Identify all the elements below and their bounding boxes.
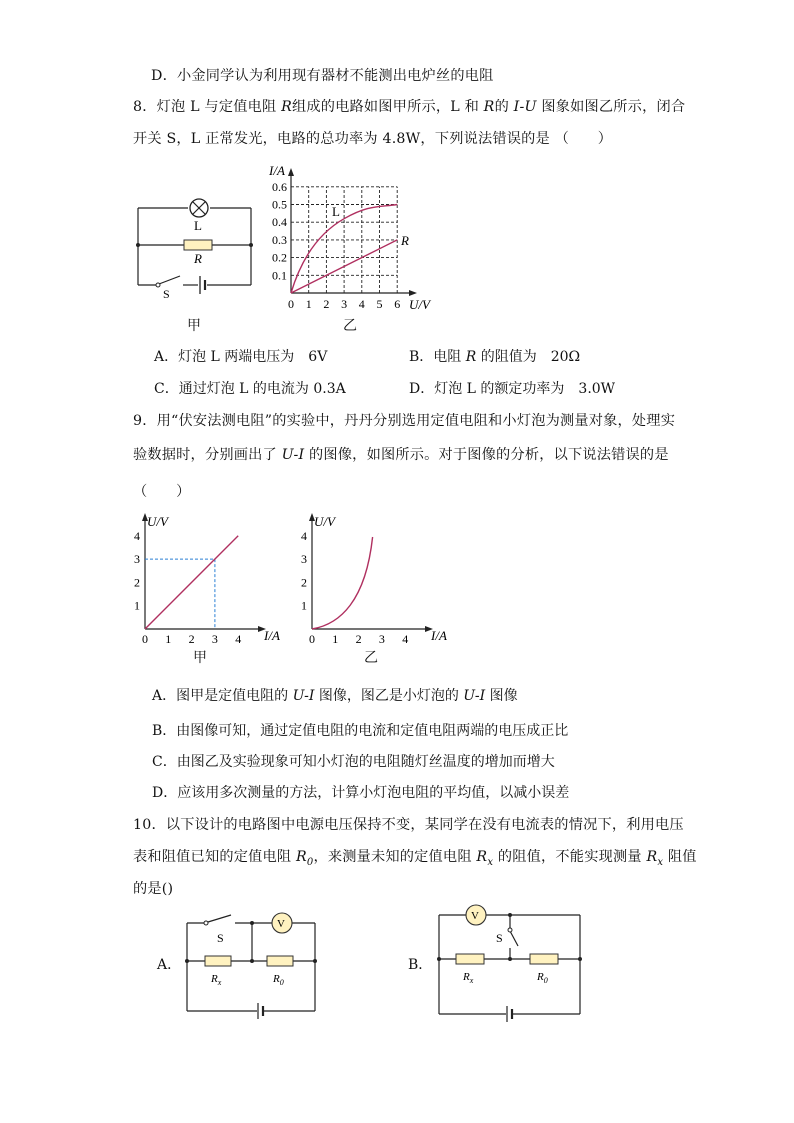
q10-stem-text: 表和阻值已知的定值电阻 [133,849,296,865]
q8-stem-r: R [483,99,495,115]
x-tick-label: 0 [142,632,148,646]
x-tick-label: 5 [376,297,383,311]
q8-stem-text: 的 [494,99,514,115]
q10-stem-text: 阻值 [663,849,697,865]
q10-option-a-label[interactable]: A． [157,957,182,973]
option-ui: U-I [292,688,315,704]
q8-option-c[interactable]: C．通过灯泡 L 的电流为 0.3A [154,381,346,397]
junction-dot [508,913,512,917]
q9-stem-line3: （ ） [133,484,191,500]
q8-circuit-diagram [130,190,260,300]
option-text: 的阻值为 20Ω [476,349,581,365]
q10-circuit-a[interactable] [180,905,325,1020]
junction-dot [508,957,512,961]
q9-stem-text: 验数据时，分别画出了 [133,447,282,463]
q8-stem-text: 8．灯泡 L 与定值电阻 [133,99,282,115]
y-tick-label: 0.3 [272,232,287,247]
junction-dot [313,959,317,963]
q10-option-b-label[interactable]: B． [408,957,433,973]
battery-icon [507,1006,512,1022]
rx-label-r: R [463,971,470,983]
switch-label: S [217,931,224,945]
battery-icon [200,276,205,294]
x-tick-label: 4 [235,632,242,646]
y-tick-label: 0.1 [272,268,287,283]
switch-icon [204,921,208,925]
q9-graph-a-caption: 甲 [193,650,207,666]
q8-stem-r: R [281,99,292,115]
y-tick-label: 0.6 [272,179,287,194]
q8-stem-text: 组成的电路如图甲所示，L 和 [291,99,484,115]
x-tick-label: 0 [309,632,315,646]
q10-stem-rx-sub: x [487,856,494,868]
y-tick-label: 4 [134,528,140,543]
x-tick-label: 2 [323,297,330,311]
rx-label-sub: x [217,978,222,987]
y-tick-label: 0.4 [272,215,287,230]
option-text: 图像，图乙是小灯泡的 [314,688,464,704]
x-tick-label: 3 [211,632,218,646]
q10-stem-rx-sub: x [657,856,664,868]
resistor-ui-line [145,536,238,629]
q9-stem-line1: 9．用“伏安法测电阻”的实验中，丹丹分别选用定值电阻和小灯泡为测量对象，处理实 [133,413,676,429]
r0-label-sub: 0 [279,978,284,987]
q8-stem-text: 图象如图乙所示，闭合 [536,99,686,115]
r0-label [272,973,284,987]
y-tick-label: 0.2 [272,250,287,265]
x-axis-label: I/A [431,628,447,643]
rx-label [462,971,474,985]
battery-icon [258,1003,263,1019]
y-tick-label: 0.5 [272,197,287,212]
q8-graph-caption: 乙 [343,318,357,334]
r0-label-r: R [537,971,544,983]
q8-iu-graph [255,158,455,318]
q9-stem-ui: U-I [281,447,305,463]
switch-label: S [496,931,503,945]
y-tick-label: 3 [301,552,307,567]
lamp-icon [190,199,208,217]
x-tick-label: 2 [355,632,362,646]
q9-option-d[interactable]: D．应该用多次测量的方法，计算小灯泡电阻的平均值，以减小误差 [152,785,570,801]
q9-option-a[interactable] [152,686,518,706]
q10-stem-r0-sub: 0 [306,856,314,868]
resistor-rx-icon [456,954,484,964]
junction-dot [185,959,189,963]
q9-graph-a [125,505,295,650]
junction-dot [437,957,441,961]
q9-stem-text: 的图像，如图所示。对于图像的分析，以下说法错误的是 [304,447,669,463]
junction-dot [250,959,254,963]
x-tick-label: 3 [378,632,385,646]
q7-option-d: D．小金同学认为利用现有器材不能测出电炉丝的电阻 [151,68,494,84]
q8-stem-line1 [133,97,685,117]
curve-l-label: L [332,204,340,219]
x-tick-label: 2 [188,632,195,646]
x-axis-arrow-icon [409,290,417,296]
q8-option-b[interactable] [409,347,580,367]
x-axis-label: U/V [409,297,430,312]
x-tick-label: 1 [305,297,312,311]
junction-dot [250,921,254,925]
junction-dot [578,957,582,961]
x-tick-label: 1 [332,632,339,646]
option-text: B．电阻 [409,349,466,365]
y-axis-label: I/A [269,163,285,178]
rx-label-sub: x [469,976,474,985]
y-axis-arrow-icon [288,168,294,176]
x-tick-label: 1 [165,632,172,646]
resistor-icon [184,240,212,250]
switch-icon [156,283,160,287]
resistor-rx-icon [205,956,231,966]
y-tick-label: 1 [134,598,140,613]
option-ui: U-I [463,688,486,704]
r0-label [536,971,548,985]
line-r-label: R [401,233,409,248]
q8-stem-line2: 开关 S，L 正常发光，电路的总功率为 4.8W，下列说法错误的是 （ ） [133,131,613,147]
q9-graph-b [292,505,462,650]
y-tick-label: 2 [301,575,307,590]
q10-circuit-b[interactable] [432,898,587,1028]
q8-circuit-caption: 甲 [187,318,201,334]
r0-label-sub: 0 [543,976,548,985]
q9-stem-line2 [133,445,669,465]
q8-option-a[interactable]: A．灯泡 L 两端电压为 6V [154,349,328,365]
y-tick-label: 2 [134,575,140,590]
x-tick-label: 0 [288,297,294,311]
rx-label [210,973,222,987]
junction-dot [136,243,140,247]
q10-stem-rx: R [476,849,488,865]
resistor-r0-icon [267,956,293,966]
x-tick-label: 6 [394,297,401,311]
y-axis-label: U/V [314,514,335,529]
q9-option-b[interactable]: B．由图像可知，通过定值电阻的电流和定值电阻两端的电压成正比 [152,723,569,739]
lamp-ui-curve [312,537,373,629]
q10-stem-text: 的阻值，不能实现测量 [493,849,647,865]
x-tick-label: 4 [358,297,365,311]
r0-label-r: R [273,973,280,985]
switch-icon [508,928,512,932]
q8-stem-iu: I-U [513,99,537,115]
x-axis-label: I/A [264,628,280,643]
junction-dot [249,243,253,247]
y-axis-label: U/V [147,514,168,529]
resistor-r0-icon [530,954,558,964]
option-text: 图像 [485,688,518,704]
voltmeter-label: V [277,918,285,930]
q10-stem-line1: 10．以下设计的电路图中电源电压保持不变，某同学在没有电流表的情况下，利用电压 [133,817,684,833]
option-r: R [465,349,477,365]
switch-label: S [163,287,170,300]
y-tick-label: 3 [134,552,140,567]
x-tick-label: 3 [341,297,348,311]
x-tick-label: 4 [402,632,409,646]
q10-stem-rx: R [646,849,658,865]
q8-option-d[interactable]: D．灯泡 L 的额定功率为 3.0W [409,381,616,397]
q9-graph-b-caption: 乙 [364,650,378,666]
y-tick-label: 1 [301,598,307,613]
lamp-label: L [194,218,202,233]
voltmeter-label: V [471,910,479,922]
q10-stem-line2 [133,847,697,873]
rx-label-r: R [211,973,218,985]
y-tick-label: 4 [301,528,307,543]
option-text: A．图甲是定值电阻的 [152,688,293,704]
q10-stem-r0: R [295,849,307,865]
q9-option-c[interactable]: C．由图乙及实验现象可知小灯泡的电阻随灯丝温度的增加而增大 [152,754,555,770]
resistor-label: R [194,251,202,266]
q10-stem-line3: 的是() [133,881,174,897]
q10-stem-text: ，来测量未知的定值电阻 [313,849,477,865]
